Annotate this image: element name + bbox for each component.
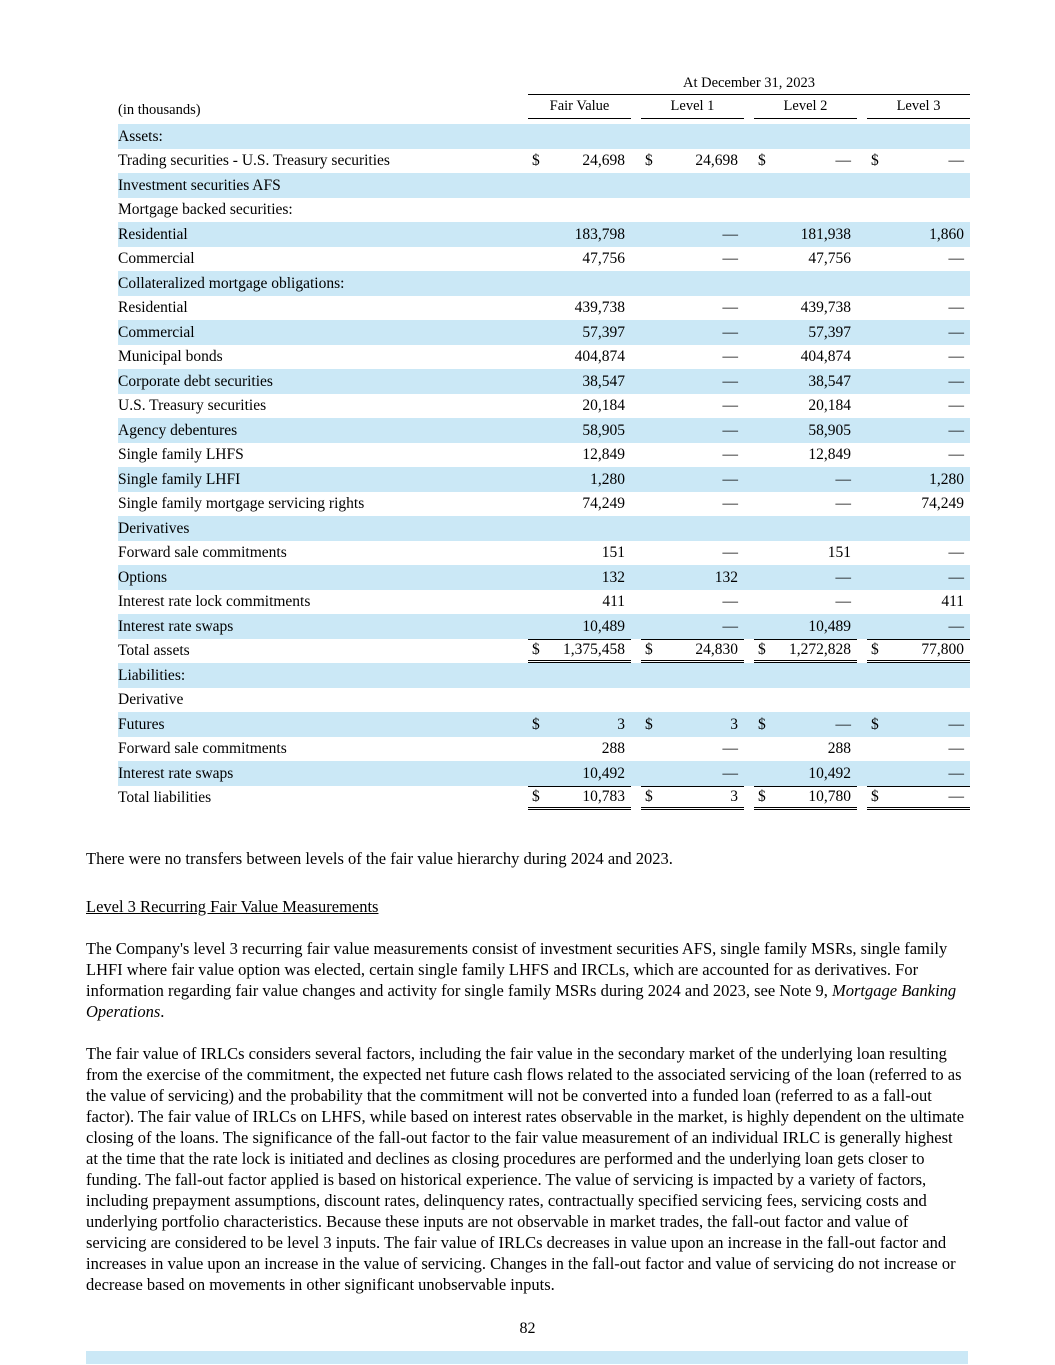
row-label: Corporate debt securities: [118, 372, 273, 390]
cell-level2: [744, 516, 857, 541]
cell-fair-value: [518, 222, 631, 247]
cell-level2: [744, 320, 857, 345]
cell-fair-value: [518, 296, 631, 321]
cell-fair-value: [518, 271, 631, 296]
cell-level3: [857, 565, 970, 590]
cell-value: —: [722, 397, 738, 415]
cell-value: 132: [601, 568, 625, 586]
cell-value: —: [948, 446, 965, 464]
cell-level2: [744, 712, 857, 737]
cell-value: 404,874: [800, 348, 851, 366]
cell-value: 47,756: [582, 250, 625, 268]
cell-value: —: [948, 764, 965, 782]
cell-value: —: [835, 470, 851, 488]
dollar-sign: $: [758, 641, 766, 659]
cell-level1: [631, 296, 744, 321]
row-label: Commercial: [118, 250, 195, 268]
paragraph-no-transfers: There were no transfers between levels of the fair value hierarchy during 2024 and 2023.: [86, 849, 673, 868]
cell-level2: [744, 247, 857, 272]
cell-level1: [631, 541, 744, 566]
table-row: [118, 541, 970, 566]
row-label: Futures: [118, 715, 165, 733]
cell-value: 74,249: [582, 495, 625, 513]
cell-value: 1,280: [590, 470, 625, 488]
cell-fair-value: [518, 761, 631, 786]
table-row: [118, 565, 970, 590]
dollar-sign: $: [871, 715, 879, 733]
cell-value: 10,492: [808, 764, 851, 782]
cell-value: 1,375,458: [563, 641, 625, 659]
cell-value: 10,492: [582, 764, 625, 782]
cell-value: —: [722, 372, 738, 390]
cell-value: 411: [602, 593, 625, 611]
cell-value: 10,780: [808, 788, 851, 806]
cell-value: —: [948, 617, 965, 635]
cell-level1: [631, 712, 744, 737]
cell-value: 57,397: [582, 323, 625, 341]
cell-level3: [857, 247, 970, 272]
cell-value: 183,798: [574, 225, 625, 243]
cell-value: 20,184: [808, 397, 851, 415]
cell-fair-value: [518, 198, 631, 223]
column-header-level1: Level 1: [631, 95, 744, 119]
cell-level2: [744, 786, 857, 811]
table-row: [118, 786, 970, 811]
row-label: Interest rate swaps: [118, 764, 234, 782]
cell-value: 1,272,828: [789, 641, 851, 659]
cell-fair-value: [518, 663, 631, 688]
body-text: [86, 848, 968, 1295]
cell-value: —: [722, 299, 738, 317]
cell-value: 181,938: [800, 225, 851, 243]
cell-level2: [744, 565, 857, 590]
cell-level2: [744, 541, 857, 566]
level3-section-heading: Level 3 Recurring Fair Value Measurements: [86, 897, 379, 916]
cell-level2: [744, 222, 857, 247]
cell-level2: [744, 639, 857, 664]
cell-value: 3: [730, 715, 738, 733]
dollar-sign: $: [758, 788, 766, 806]
cell-value: —: [722, 593, 738, 611]
column-header-level2: Level 2: [744, 95, 857, 119]
cell-fair-value: [518, 492, 631, 517]
cell-fair-value: [518, 786, 631, 811]
row-label: Total assets: [118, 642, 190, 660]
cell-level2: [744, 663, 857, 688]
units-label: (in thousands): [118, 102, 201, 118]
cell-level1: [631, 124, 744, 149]
cell-fair-value: [518, 516, 631, 541]
cell-value: 288: [601, 740, 625, 758]
cell-value: —: [722, 250, 738, 268]
table-row: [118, 198, 970, 223]
cell-value: 38,547: [808, 372, 851, 390]
table-column-header-row: [118, 95, 970, 119]
row-label: Investment securities AFS: [118, 176, 281, 194]
row-label: Collateralized mortgage obligations:: [118, 274, 345, 292]
cell-value: 10,489: [808, 617, 851, 635]
cell-level1: [631, 639, 744, 664]
column-header-level3: Level 3: [857, 95, 970, 119]
cell-fair-value: [518, 467, 631, 492]
fair-value-table: [118, 75, 970, 810]
row-label: U.S. Treasury securities: [118, 397, 267, 415]
cell-level3: [857, 124, 970, 149]
dollar-sign: $: [758, 715, 766, 733]
cell-level3: [857, 271, 970, 296]
cell-level1: [631, 271, 744, 296]
cell-level1: [631, 247, 744, 272]
table-body: [118, 124, 970, 810]
cell-level3: [857, 516, 970, 541]
cell-fair-value: [518, 565, 631, 590]
cell-value: —: [722, 740, 738, 758]
dollar-sign: $: [645, 715, 653, 733]
cell-level3: [857, 198, 970, 223]
cell-level1: [631, 786, 744, 811]
cell-value: —: [948, 348, 965, 366]
cell-value: 151: [827, 544, 851, 562]
row-label: Single family LHFS: [118, 446, 244, 464]
dollar-sign: $: [532, 641, 540, 659]
row-label: Single family LHFI: [118, 470, 241, 488]
cell-value: 58,905: [582, 421, 625, 439]
cell-value: —: [722, 323, 738, 341]
paragraph-irlc-fair-value: The fair value of IRLCs considers several factors, including the fair value in the secondary market of the underlying loan resulting from the exercise of the commitment, the expected net future cash flows related to the associated servicing of the loan (referred to as the value of servicing) and the probability that the commitment will not be converted into a funded loan (referred to as a fall-out factor). The fair value of IRLCs on LHFS, while based on interest rates observable in the market, is highly dependent on the ultimate closing of the loans. The significance of the fall-out factor to the fair value measurement of an individual IRLC is generally highest at the time that the rate lock is initiated and declines as closing procedures are performed and the underlying loan gets closer to funding. The fall-out factor applied is based on historical experience. The value of servicing is impacted by a variety of factors, including prepayment assumptions, discount rates, delinquency rates, contractually specified servicing fees, servicing costs and underlying portfolio characteristics. Because these inputs are not observable in market trades, the fall-out factor and value of servicing are considered to be level 3 inputs. The fair value of IRLCs decreases in value upon an increase in the fall-out factor and increases in value upon an increase in the value of servicing. Changes in the fall-out factor and value of servicing do not increase or decrease based on movements in other significant unobservable inputs.: [86, 1044, 965, 1294]
cell-level3: [857, 712, 970, 737]
paragraph-level3-main: The Company's level 3 recurring fair value measurements consist of investment securities AFS, single family MSRs, single family LHFI where fair value option was elected, certain single family LHFS and IRCLs, which are accounted for as derivatives. For information regarding fair value changes and activity for single family MSRs during 2024 and 2023, see Note 9,: [86, 939, 948, 1000]
cell-level1: [631, 369, 744, 394]
cell-value: —: [835, 593, 851, 611]
cell-level1: [631, 173, 744, 198]
cell-level2: [744, 688, 857, 713]
dollar-sign: $: [645, 641, 653, 659]
row-label: Single family mortgage servicing rights: [118, 495, 365, 513]
paragraph-level3-measurements: [86, 938, 968, 1022]
column-header-fair-value: Fair Value: [518, 95, 631, 119]
cell-value: —: [722, 225, 738, 243]
table-row: [118, 639, 970, 664]
cell-value: 12,849: [808, 446, 851, 464]
cell-fair-value: [518, 614, 631, 639]
cell-fair-value: [518, 418, 631, 443]
cell-value: 10,489: [582, 617, 625, 635]
cell-level3: [857, 296, 970, 321]
table-row: [118, 761, 970, 786]
cell-level2: [744, 443, 857, 468]
cell-level2: [744, 149, 857, 174]
table-row: [118, 492, 970, 517]
cell-value: 47,756: [808, 250, 851, 268]
cell-value: 1,860: [929, 225, 965, 243]
table-row: [118, 418, 970, 443]
dollar-sign: $: [758, 152, 766, 170]
table-row: [118, 663, 970, 688]
cell-level1: [631, 443, 744, 468]
cell-value: —: [835, 152, 851, 170]
cell-value: —: [948, 397, 965, 415]
cell-fair-value: [518, 369, 631, 394]
row-label: Agency debentures: [118, 421, 238, 439]
row-label: Residential: [118, 225, 188, 243]
footer-bar: [86, 1351, 968, 1364]
table-row: [118, 516, 970, 541]
row-label: Residential: [118, 299, 188, 317]
dollar-sign: $: [871, 152, 879, 170]
cell-value: 57,397: [808, 323, 851, 341]
cell-fair-value: [518, 320, 631, 345]
cell-fair-value: [518, 247, 631, 272]
table-row: [118, 467, 970, 492]
cell-level2: [744, 467, 857, 492]
cell-level1: [631, 565, 744, 590]
cell-fair-value: [518, 394, 631, 419]
cell-level2: [744, 345, 857, 370]
table-row: [118, 247, 970, 272]
cell-value: 77,800: [921, 641, 965, 659]
cell-level3: [857, 418, 970, 443]
dollar-sign: $: [532, 715, 540, 733]
cell-level3: [857, 369, 970, 394]
cell-level2: [744, 124, 857, 149]
cell-level1: [631, 614, 744, 639]
cell-value: 3: [730, 788, 738, 806]
dollar-sign: $: [645, 788, 653, 806]
cell-level1: [631, 345, 744, 370]
cell-fair-value: [518, 124, 631, 149]
cell-level3: [857, 590, 970, 615]
table-row: [118, 737, 970, 762]
dollar-sign: $: [871, 641, 879, 659]
cell-value: —: [722, 544, 738, 562]
table-row: [118, 688, 970, 713]
empty-cell: [118, 75, 518, 95]
row-label: Options: [118, 568, 168, 586]
row-label: Forward sale commitments: [118, 740, 287, 758]
cell-value: —: [948, 299, 965, 317]
cell-fair-value: [518, 590, 631, 615]
cell-value: 439,738: [574, 299, 625, 317]
cell-level3: [857, 541, 970, 566]
cell-fair-value: [518, 345, 631, 370]
row-label: Interest rate swaps: [118, 617, 234, 635]
cell-value: 24,830: [695, 641, 738, 659]
cell-value: 151: [601, 544, 625, 562]
cell-value: —: [722, 446, 738, 464]
cell-level1: [631, 590, 744, 615]
cell-level3: [857, 320, 970, 345]
cell-level1: [631, 198, 744, 223]
cell-level3: [857, 173, 970, 198]
cell-level1: [631, 516, 744, 541]
cell-level3: [857, 443, 970, 468]
cell-level1: [631, 222, 744, 247]
cell-value: 12,849: [582, 446, 625, 464]
cell-level2: [744, 369, 857, 394]
cell-level3: [857, 663, 970, 688]
table-date-row: [118, 75, 970, 95]
cell-level3: [857, 614, 970, 639]
cell-level2: [744, 614, 857, 639]
row-label: Assets:: [118, 127, 163, 145]
cell-value: 288: [827, 740, 851, 758]
cell-value: —: [948, 568, 965, 586]
cell-value: 404,874: [574, 348, 625, 366]
cell-fair-value: [518, 541, 631, 566]
cell-level2: [744, 761, 857, 786]
cell-level3: [857, 467, 970, 492]
cell-level3: [857, 394, 970, 419]
table-row: [118, 296, 970, 321]
cell-fair-value: [518, 173, 631, 198]
row-label: Municipal bonds: [118, 348, 223, 366]
cell-fair-value: [518, 737, 631, 762]
cell-value: 20,184: [582, 397, 625, 415]
cell-level2: [744, 198, 857, 223]
cell-level1: [631, 467, 744, 492]
dollar-sign: $: [645, 152, 653, 170]
cell-fair-value: [518, 688, 631, 713]
row-label: Derivative: [118, 691, 184, 709]
cell-level3: [857, 737, 970, 762]
dollar-sign: $: [532, 152, 540, 170]
cell-value: 439,738: [800, 299, 851, 317]
cell-value: 3: [617, 715, 625, 733]
cell-value: 1,280: [929, 470, 965, 488]
page-number: 82: [519, 1320, 536, 1337]
cell-value: —: [835, 495, 851, 513]
table-row: [118, 712, 970, 737]
cell-value: —: [948, 152, 965, 170]
table-row: [118, 320, 970, 345]
date-header-cell: [518, 75, 970, 95]
cell-value: 10,783: [582, 788, 625, 806]
cell-level3: [857, 345, 970, 370]
cell-level3: [857, 639, 970, 664]
cell-level2: [744, 296, 857, 321]
cell-level2: [744, 737, 857, 762]
cell-level3: [857, 149, 970, 174]
cell-fair-value: [518, 639, 631, 664]
cell-fair-value: [518, 712, 631, 737]
cell-level3: [857, 761, 970, 786]
cell-level2: [744, 590, 857, 615]
cell-level2: [744, 492, 857, 517]
cell-value: —: [948, 544, 965, 562]
date-header: At December 31, 2023: [528, 75, 970, 95]
cell-level3: [857, 786, 970, 811]
cell-level1: [631, 663, 744, 688]
cell-level1: [631, 418, 744, 443]
table-row: [118, 369, 970, 394]
cell-value: —: [722, 495, 738, 513]
cell-level2: [744, 418, 857, 443]
cell-fair-value: [518, 149, 631, 174]
table-row: [118, 271, 970, 296]
cell-level1: [631, 320, 744, 345]
cell-value: —: [948, 788, 965, 806]
cell-value: —: [948, 715, 965, 733]
table-row: [118, 345, 970, 370]
dollar-sign: $: [532, 788, 540, 806]
cell-level1: [631, 149, 744, 174]
table-row: [118, 124, 970, 149]
cell-level3: [857, 492, 970, 517]
cell-value: —: [948, 740, 965, 758]
cell-level3: [857, 688, 970, 713]
cell-value: —: [948, 421, 965, 439]
table-row: [118, 443, 970, 468]
cell-value: —: [722, 764, 738, 782]
cell-value: 24,698: [582, 152, 625, 170]
row-label: Derivatives: [118, 519, 190, 537]
row-label: Mortgage backed securities:: [118, 201, 293, 219]
cell-level3: [857, 222, 970, 247]
cell-fair-value: [518, 443, 631, 468]
row-label: Interest rate lock commitments: [118, 593, 311, 611]
row-label: Total liabilities: [118, 789, 212, 807]
cell-value: —: [722, 470, 738, 488]
cell-level1: [631, 761, 744, 786]
table-row: [118, 222, 970, 247]
cell-level1: [631, 492, 744, 517]
cell-level2: [744, 271, 857, 296]
row-label: Trading securities - U.S. Treasury securities: [118, 152, 390, 170]
cell-value: 411: [941, 593, 965, 611]
cell-value: —: [948, 372, 965, 390]
dollar-sign: $: [871, 788, 879, 806]
cell-value: —: [835, 568, 851, 586]
cell-value: 24,698: [695, 152, 738, 170]
cell-value: 132: [714, 568, 738, 586]
row-label: Liabilities:: [118, 666, 186, 684]
cell-value: —: [835, 715, 851, 733]
cell-value: 38,547: [582, 372, 625, 390]
paragraph-level3-suffix: .: [160, 1002, 165, 1021]
cell-value: —: [722, 617, 738, 635]
cell-value: —: [948, 250, 965, 268]
cell-level2: [744, 173, 857, 198]
cell-value: 74,249: [921, 495, 965, 513]
cell-level1: [631, 394, 744, 419]
note9-reference-title: Mortgage Banking Operations: [86, 981, 957, 1021]
cell-value: 58,905: [808, 421, 851, 439]
table-row: [118, 614, 970, 639]
table-row: [118, 149, 970, 174]
row-label: Commercial: [118, 323, 195, 341]
table-row: [118, 590, 970, 615]
cell-value: —: [722, 348, 738, 366]
cell-level2: [744, 394, 857, 419]
row-label: Forward sale commitments: [118, 544, 287, 562]
table-row: [118, 394, 970, 419]
cell-level1: [631, 688, 744, 713]
cell-value: —: [948, 323, 965, 341]
cell-level1: [631, 737, 744, 762]
cell-value: —: [722, 421, 738, 439]
table-row: [118, 173, 970, 198]
